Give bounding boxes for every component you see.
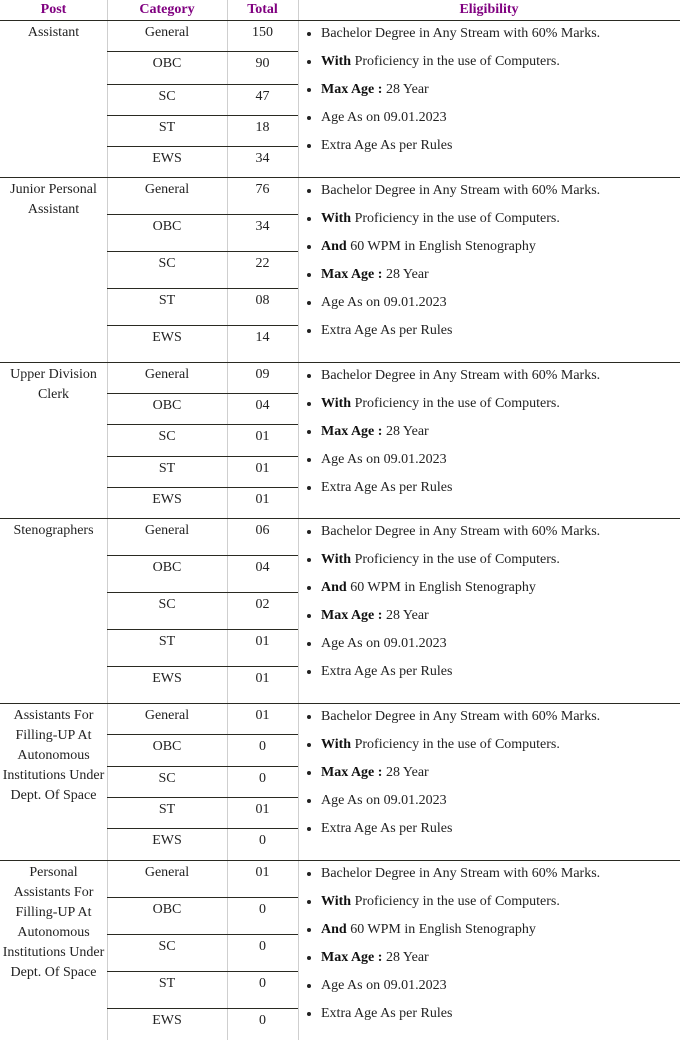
eligibility-item-text: Extra Age As per Rules xyxy=(321,323,453,338)
eligibility-item xyxy=(321,790,680,818)
eligibility-item-text: Age As on 09.01.2023 xyxy=(321,793,447,808)
category-cell: General xyxy=(144,367,190,382)
eligibility-item-label: Max Age : xyxy=(321,267,383,282)
post-name: Personal Assistants For Filling-UP At Autonomous Institutions Under Dept. Of Space xyxy=(2,865,105,980)
category-cell: SC xyxy=(158,256,176,271)
eligibility-item-text: 60 WPM in English Stenography xyxy=(346,580,536,595)
eligibility-item xyxy=(321,79,680,107)
eligibility-list xyxy=(298,521,680,689)
total-cell: 01 xyxy=(255,708,270,723)
category-divider xyxy=(107,288,298,289)
category-divider xyxy=(107,146,298,147)
total-cell: 01 xyxy=(255,492,270,507)
total-cell: 01 xyxy=(255,865,270,880)
category-divider xyxy=(107,555,298,556)
category-cell: General xyxy=(144,708,190,723)
eligibility-item xyxy=(321,477,680,505)
eligibility-item-text: Bachelor Degree in Any Stream with 60% Marks. xyxy=(321,26,601,41)
eligibility-item xyxy=(321,706,680,734)
eligibility-item-label: With xyxy=(321,552,352,567)
category-cell: General xyxy=(144,523,190,538)
post-name: Upper Division Clerk xyxy=(10,367,97,402)
post-name: Assistant xyxy=(27,25,80,40)
header-total: Total xyxy=(247,2,278,17)
header-category: Category xyxy=(139,2,195,17)
eligibility-item xyxy=(321,208,680,236)
category-divider xyxy=(107,629,298,630)
category-divider xyxy=(107,487,298,488)
eligibility-cell xyxy=(298,365,680,518)
eligibility-cell xyxy=(298,180,680,362)
eligibility-item-label: With xyxy=(321,894,352,909)
eligibility-item-text: 28 Year xyxy=(382,950,429,965)
eligibility-item xyxy=(321,633,680,661)
eligibility-item-text: Bachelor Degree in Any Stream with 60% Marks. xyxy=(321,524,601,539)
eligibility-item xyxy=(321,365,680,393)
category-cell: EWS xyxy=(152,330,182,345)
eligibility-item-text: Extra Age As per Rules xyxy=(321,821,453,836)
eligibility-item xyxy=(321,734,680,762)
total-cell: 150 xyxy=(252,25,273,40)
category-cell: OBC xyxy=(152,219,182,234)
eligibility-item-label: And xyxy=(321,922,347,937)
eligibility-item-label: Max Age : xyxy=(321,424,383,439)
total-cell: 0 xyxy=(259,1013,266,1028)
total-cell: 34 xyxy=(255,151,270,166)
eligibility-item-label: And xyxy=(321,580,347,595)
eligibility-item-text: Age As on 09.01.2023 xyxy=(321,452,447,467)
eligibility-item-label: Max Age : xyxy=(321,608,383,623)
total-cell: 01 xyxy=(255,461,270,476)
category-cell: SC xyxy=(158,429,176,444)
total-cell: 09 xyxy=(255,367,270,382)
eligibility-item-label: With xyxy=(321,54,352,69)
total-cell: 01 xyxy=(255,802,270,817)
total-cell: 18 xyxy=(255,120,270,135)
total-cell: 0 xyxy=(259,976,266,991)
post-name: Junior Personal Assistant xyxy=(10,182,97,217)
total-cell: 0 xyxy=(259,739,266,754)
eligibility-list xyxy=(298,863,680,1031)
total-cell: 06 xyxy=(255,523,270,538)
category-divider xyxy=(107,734,298,735)
category-cell: OBC xyxy=(152,902,182,917)
eligibility-item xyxy=(321,23,680,51)
category-cell: General xyxy=(144,182,190,197)
eligibility-item-text: Bachelor Degree in Any Stream with 60% Marks. xyxy=(321,368,601,383)
eligibility-item-text: Bachelor Degree in Any Stream with 60% Marks. xyxy=(321,709,601,724)
eligibility-item xyxy=(321,51,680,79)
eligibility-item-label: Max Age : xyxy=(321,765,383,780)
eligibility-item xyxy=(321,292,680,320)
eligibility-item-label: With xyxy=(321,396,352,411)
total-cell: 02 xyxy=(255,597,270,612)
total-cell: 0 xyxy=(259,833,266,848)
category-cell: ST xyxy=(158,976,176,991)
category-cell: SC xyxy=(158,597,176,612)
eligibility-item xyxy=(321,919,680,947)
category-cell: SC xyxy=(158,89,176,104)
category-cell: ST xyxy=(158,461,176,476)
eligibility-item xyxy=(321,393,680,421)
eligibility-item-label: And xyxy=(321,239,347,254)
category-cell: OBC xyxy=(152,560,182,575)
category-cell: ST xyxy=(158,634,176,649)
eligibility-item-text: 60 WPM in English Stenography xyxy=(346,239,536,254)
eligibility-list xyxy=(298,365,680,505)
eligibility-item xyxy=(321,135,680,163)
eligibility-item-label: With xyxy=(321,737,352,752)
post-name: Assistants For Filling-UP At Autonomous Institutions Under Dept. Of Space xyxy=(2,708,105,803)
category-divider xyxy=(107,828,298,829)
eligibility-item-text: Age As on 09.01.2023 xyxy=(321,978,447,993)
eligibility-item-text: Extra Age As per Rules xyxy=(321,138,453,153)
category-cell: OBC xyxy=(152,739,182,754)
eligibility-item xyxy=(321,947,680,975)
eligibility-item xyxy=(321,1003,680,1031)
eligibility-item-text: Proficiency in the use of Computers. xyxy=(351,211,560,226)
category-cell: ST xyxy=(158,120,176,135)
eligibility-item xyxy=(321,863,680,891)
eligibility-item xyxy=(321,421,680,449)
eligibility-item-text: Extra Age As per Rules xyxy=(321,664,453,679)
eligibility-item-text: Proficiency in the use of Computers. xyxy=(351,54,560,69)
category-divider xyxy=(107,393,298,394)
eligibility-item-text: 60 WPM in English Stenography xyxy=(346,922,536,937)
eligibility-item-text: 28 Year xyxy=(382,608,429,623)
category-divider xyxy=(107,934,298,935)
eligibility-item-text: Extra Age As per Rules xyxy=(321,480,453,495)
total-cell: 14 xyxy=(255,330,270,345)
eligibility-item-text: 28 Year xyxy=(382,267,429,282)
total-cell: 47 xyxy=(255,89,270,104)
eligibility-item-text: 28 Year xyxy=(382,424,429,439)
eligibility-item-text: 28 Year xyxy=(382,82,429,97)
eligibility-cell xyxy=(298,706,680,860)
total-cell: 0 xyxy=(259,939,266,954)
eligibility-item xyxy=(321,605,680,633)
eligibility-item xyxy=(321,762,680,790)
category-cell: SC xyxy=(158,939,176,954)
eligibility-item-text: Extra Age As per Rules xyxy=(321,1006,453,1021)
category-cell: EWS xyxy=(152,833,182,848)
category-divider xyxy=(107,971,298,972)
eligibility-item-text: Proficiency in the use of Computers. xyxy=(351,737,560,752)
eligibility-item xyxy=(321,264,680,292)
post-name: Stenographers xyxy=(13,523,94,538)
category-divider xyxy=(107,251,298,252)
category-cell: EWS xyxy=(152,671,182,686)
category-divider xyxy=(107,1008,298,1009)
category-divider xyxy=(107,84,298,85)
total-cell: 34 xyxy=(255,219,270,234)
eligibility-item-text: Age As on 09.01.2023 xyxy=(321,295,447,310)
category-divider xyxy=(107,424,298,425)
eligibility-item-text: 28 Year xyxy=(382,765,429,780)
eligibility-list xyxy=(298,706,680,846)
eligibility-item xyxy=(321,577,680,605)
eligibility-item xyxy=(321,975,680,1003)
category-cell: OBC xyxy=(152,398,182,413)
category-divider xyxy=(107,592,298,593)
category-divider xyxy=(107,897,298,898)
eligibility-cell xyxy=(298,863,680,1040)
eligibility-item xyxy=(321,320,680,348)
category-divider xyxy=(107,456,298,457)
eligibility-item xyxy=(321,891,680,919)
eligibility-item-label: Max Age : xyxy=(321,82,383,97)
eligibility-cell xyxy=(298,23,680,177)
header-post: Post xyxy=(40,2,67,17)
category-cell: EWS xyxy=(152,151,182,166)
eligibility-list xyxy=(298,23,680,163)
eligibility-item-text: Proficiency in the use of Computers. xyxy=(351,552,560,567)
eligibility-item-label: With xyxy=(321,211,352,226)
total-cell: 04 xyxy=(255,560,270,575)
total-cell: 01 xyxy=(255,429,270,444)
eligibility-list xyxy=(298,180,680,348)
total-cell: 22 xyxy=(255,256,270,271)
category-cell: EWS xyxy=(152,492,182,507)
total-cell: 01 xyxy=(255,634,270,649)
total-cell: 90 xyxy=(255,56,270,71)
total-cell: 01 xyxy=(255,671,270,686)
total-cell: 04 xyxy=(255,398,270,413)
category-cell: EWS xyxy=(152,1013,182,1028)
eligibility-item-text: Proficiency in the use of Computers. xyxy=(351,396,560,411)
category-divider xyxy=(107,766,298,767)
total-cell: 76 xyxy=(255,182,270,197)
eligibility-item xyxy=(321,549,680,577)
eligibility-item xyxy=(321,818,680,846)
category-divider xyxy=(107,666,298,667)
total-cell: 0 xyxy=(259,902,266,917)
total-cell: 0 xyxy=(259,771,266,786)
category-divider xyxy=(107,115,298,116)
header-eligibility: Eligibility xyxy=(459,2,519,17)
category-cell: ST xyxy=(158,293,176,308)
eligibility-item-text: Bachelor Degree in Any Stream with 60% Marks. xyxy=(321,866,601,881)
eligibility-item xyxy=(321,236,680,264)
eligibility-item xyxy=(321,661,680,689)
eligibility-item xyxy=(321,449,680,477)
category-divider xyxy=(107,214,298,215)
eligibility-item xyxy=(321,180,680,208)
category-divider xyxy=(107,325,298,326)
eligibility-cell xyxy=(298,521,680,703)
eligibility-item xyxy=(321,521,680,549)
category-divider xyxy=(107,797,298,798)
eligibility-item xyxy=(321,107,680,135)
category-divider xyxy=(107,51,298,52)
eligibility-item-text: Age As on 09.01.2023 xyxy=(321,636,447,651)
category-cell: General xyxy=(144,865,190,880)
eligibility-item-text: Proficiency in the use of Computers. xyxy=(351,894,560,909)
category-cell: OBC xyxy=(152,56,182,71)
category-cell: General xyxy=(144,25,190,40)
category-cell: SC xyxy=(158,771,176,786)
eligibility-item-label: Max Age : xyxy=(321,950,383,965)
eligibility-item-text: Age As on 09.01.2023 xyxy=(321,110,447,125)
eligibility-item-text: Bachelor Degree in Any Stream with 60% Marks. xyxy=(321,183,601,198)
category-cell: ST xyxy=(158,802,176,817)
total-cell: 08 xyxy=(255,293,270,308)
